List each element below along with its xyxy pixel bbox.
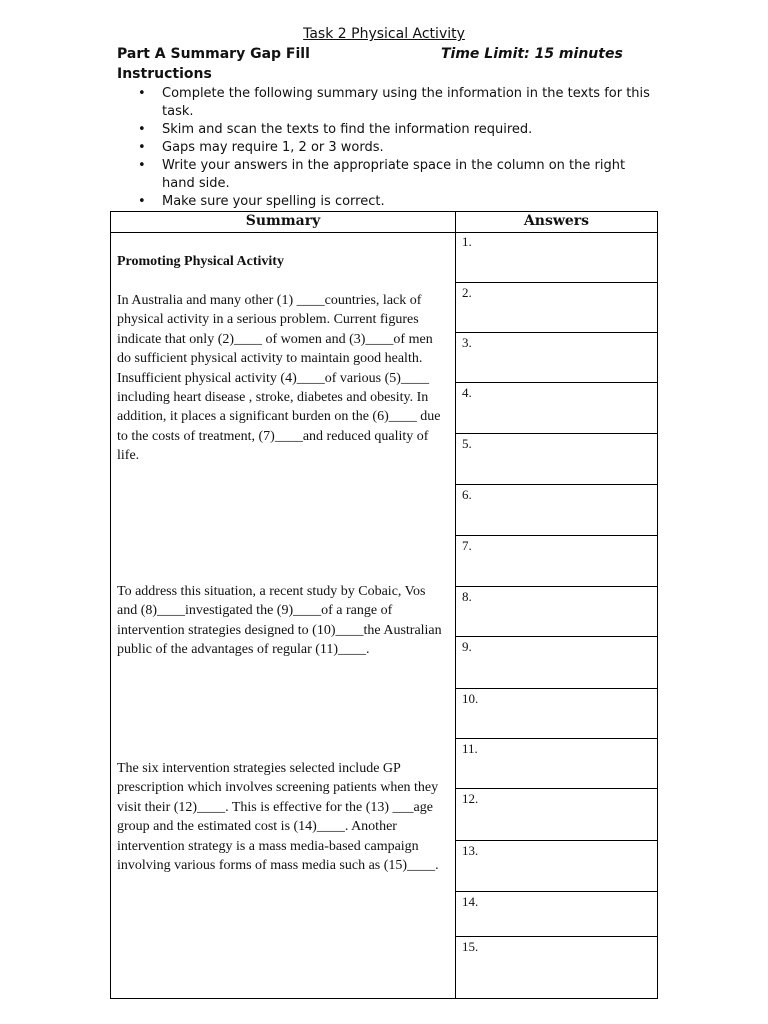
summary-column-header: Summary [245,213,321,229]
answer-number: 13. [462,843,479,858]
instruction-item: • Skim and scan the texts to find the information required. [136,121,656,139]
answer-cell-6[interactable] [456,485,657,536]
answer-cell-10[interactable] [456,689,657,739]
answers-column-header: Answers [523,213,590,229]
answer-number: 12. [462,791,479,806]
answer-number: 9. [462,639,472,654]
answer-number: 3. [462,335,472,350]
summary-paragraph-1: In Australia and many other (1) ____countries, lack of physical activity in a serious problem. Current figures indicate that only (2)____ of women and (3)____of men do sufficient physical activity to maintain good health. Insufficient physical activity (4)____of various (5)____ including heart disease , stroke, diabetes and obesity. In addition, it places a significant burden on the (6)____ due to the costs of treatment, (7)____and reduced quality of life. [117,293,441,464]
answer-cell-2[interactable] [456,283,657,333]
instructions-list [136,85,656,211]
answer-cell-14[interactable] [456,892,657,937]
instruction-item: • Gaps may require 1, 2 or 3 words. [136,139,656,157]
answer-number: 8. [462,589,472,604]
answer-number: 6. [462,487,472,502]
answer-number: 4. [462,385,472,400]
answer-number: 10. [462,691,479,706]
answer-cell-5[interactable] [456,434,657,485]
answer-cell-9[interactable] [456,637,657,689]
summary-title: Promoting Physical Activity [117,254,284,269]
answer-cell-15[interactable] [456,937,657,998]
answer-number: 2. [462,285,472,300]
table-header [111,212,657,233]
summary-table [110,211,658,999]
part-heading: Part A Summary Gap Fill [117,46,310,62]
instructions-heading: Instructions [117,66,212,82]
task-title: Task 2 Physical Activity [303,26,465,42]
answer-cell-11[interactable] [456,739,657,789]
answer-number: 1. [462,234,472,249]
answer-cell-13[interactable] [456,841,657,892]
answer-number: 5. [462,436,472,451]
instruction-item: • Complete the following summary using the information in the texts for this task. [136,85,656,121]
answer-number: 7. [462,538,472,553]
answer-cell-12[interactable] [456,789,657,841]
answer-number: 14. [462,894,479,909]
instruction-item: • Write your answers in the appropriate space in the column on the right hand side. [136,157,656,193]
instruction-item: • Make sure your spelling is correct. [136,193,656,211]
time-limit: Time Limit: 15 minutes [441,46,623,62]
answer-cell-8[interactable] [456,587,657,637]
answer-number: 11. [462,741,478,756]
answer-cell-7[interactable] [456,536,657,587]
summary-paragraph-3: The six intervention strategies selected include GP prescription which involves screening patients when they visit their (12)____. This is effective for the (13) ___age group and the estimated cost is (14)____. Another intervention strategy is a mass media-based campaign involving various forms of mass media such as (15)____. [117,761,439,874]
answer-cell-3[interactable] [456,333,657,383]
answer-cell-4[interactable] [456,383,657,434]
answer-cell-1[interactable] [456,232,657,283]
summary-paragraph-2: To address this situation, a recent study by Cobaic, Vos and (8)____investigated the (9)____of a range of intervention strategies designed to (10)____the Australian public of the advantages of regular (11)____. [117,584,442,658]
answer-number: 15. [462,939,479,954]
